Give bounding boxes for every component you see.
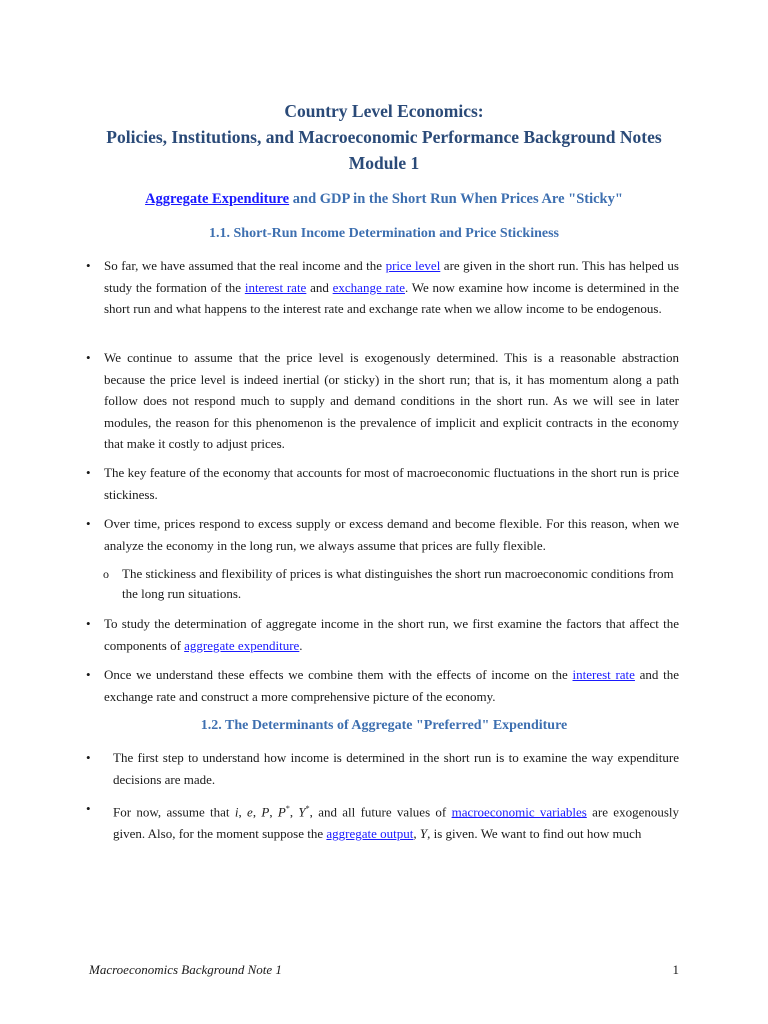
title-line-1: Country Level Economics: — [284, 101, 484, 121]
list-item: • The first step to understand how income is determined in the short run is to examine the way expenditure decisions are made. — [86, 747, 679, 790]
section-heading-1-1: 1.1. Short-Run Income Determination and Price Stickiness — [209, 226, 559, 241]
aggregate-expenditure-text-link[interactable]: aggregate expenditure — [184, 637, 300, 653]
macroeconomic-variables-link[interactable]: macroeconomic variables — [451, 804, 587, 820]
section-heading-1-2: 1.2. The Determinants of Aggregate "Preferred" Expenditure — [200, 718, 568, 733]
bullet-marker: • — [86, 258, 91, 273]
sub-bullet-marker: o — [103, 567, 109, 581]
list-item: • For now, assume that i, e, P, P*, Y*, and all future values of macroeconomic variables are exogenously given. Also, for the moment suppose the aggregate output, Y, is given. We want to find out how much — [86, 798, 679, 844]
interest-rate-link[interactable]: interest rate — [244, 279, 307, 295]
sub-list-item: o The stickiness and flexibility of prices is what distinguishes the short run macroeconomic conditions from the long run situations. — [103, 566, 674, 601]
aggregate-output-link[interactable]: aggregate output — [326, 825, 414, 841]
interest-rate-link-2[interactable]: interest rate — [572, 667, 635, 682]
document-subtitle — [0, 191, 768, 208]
footer-title: Macroeconomics Background Note 1 — [89, 962, 282, 977]
price-level-link[interactable]: price level — [385, 258, 441, 273]
bullet-marker: • — [86, 465, 91, 480]
list-item: • To study the determination of aggregate income in the short run, we first examine the factors that affect the components of aggregate expenditure. — [86, 613, 679, 656]
subtitle-rest: and GDP in the Short Run When Prices Are "Sticky" — [289, 191, 623, 207]
bullet-marker: • — [86, 616, 91, 631]
bullet-marker: • — [86, 801, 91, 816]
page-number: 1 — [672, 962, 679, 977]
bullet-marker: • — [86, 667, 91, 682]
list-item: • The key feature of the economy that accounts for most of macroeconomic fluctuations in the short run is price stickiness. — [86, 462, 679, 505]
list-item: • Once we understand these effects we combine them with the effects of income on the interest rate and the exchange rate and construct a more comprehensive picture of the economy. — [86, 664, 679, 707]
document-title — [0, 98, 768, 176]
bullet-marker: • — [86, 350, 91, 365]
exchange-rate-link[interactable]: exchange rate — [332, 279, 405, 295]
list-item: • Over time, prices respond to excess supply or excess demand and become flexible. For this reason, when we analyze the economy in the long run, we always assume that prices are fully flexible. — [86, 513, 679, 556]
bullet-marker: • — [86, 750, 91, 765]
list-item: • So far, we have assumed that the real income and the price level are given in the short run. This has helped us study the formation of the interest rate and exchange rate. We now examine how income is determined in the short run and what happens to the interest rate and exchange rate when we allow income to be endogenous. — [86, 255, 679, 320]
bullet-marker: • — [86, 516, 91, 531]
aggregate-expenditure-link[interactable]: Aggregate Expenditure — [145, 191, 290, 207]
list-item: • We continue to assume that the price level is exogenously determined. This is a reasonable abstraction because the price level is indeed inertial (or sticky) in the short run; that is, it has momentum along a path follow does not respond much to supply and demand conditions in the short run. As we will see in later modules, the reason for this phenomenon is the prevalence of implicit and explicit contracts in the economy that make it costly to adjust prices. — [86, 347, 679, 455]
title-line-3: Module 1 — [348, 153, 420, 173]
title-line-2: Policies, Institutions, and Macroeconomic Performance Background Notes — [106, 127, 662, 147]
